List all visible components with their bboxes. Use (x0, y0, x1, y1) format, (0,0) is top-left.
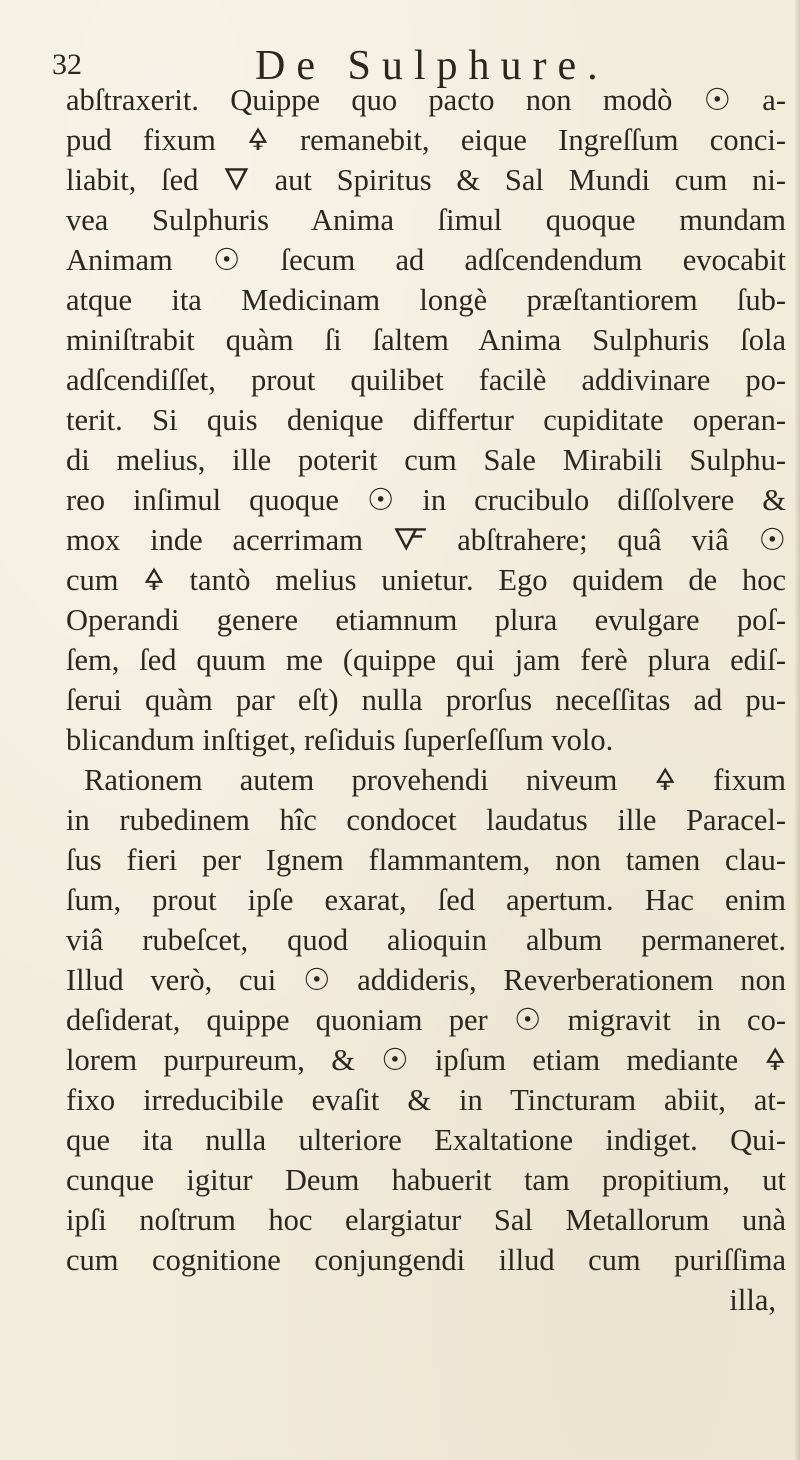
text-line: reo inſimul quoque ☉ in crucibulo diſſolvere & (66, 483, 786, 517)
body-text (66, 80, 786, 1320)
text-line: cum 🜍 tantò melius unietur. Ego quidem de hoc (66, 563, 786, 597)
catchword: illa, (729, 1283, 776, 1317)
text-line: liabit, ſed 🜄 aut Spiritus & Sal Mundi cum ni- (66, 163, 786, 197)
text-line: Illud verò, cui ☉ addideris, Reverberationem non (66, 963, 786, 997)
text-line: Animam ☉ ſecum ad adſcendendum evocabit (66, 243, 786, 277)
text-line: di melius, ille poterit cum Sale Mirabili Sulphu- (66, 443, 786, 477)
text-line: atque ita Medicinam longè præſtantiorem ſub- (66, 283, 786, 317)
text-line: ipſi noſtrum hoc elargiatur Sal Metallorum unà (66, 1203, 786, 1237)
text-line: blicandum inſtiget, reſiduis ſuperſeſſum volo. (66, 723, 614, 757)
text-line: ſus fieri per Ignem flammantem, non tamen clau- (66, 843, 786, 877)
paragraph-start-line: Rationem autem provehendi niveum 🜍 fixum (84, 763, 786, 797)
text-line: in rubedinem hîc condocet laudatus ille Paracel- (66, 803, 786, 837)
page-number: 32 (52, 48, 82, 81)
text-line: lorem purpureum, & ☉ ipſum etiam mediante 🜍 (66, 1043, 786, 1077)
text-line: abſtraxerit. Quippe quo pacto non modò ☉ a- (66, 83, 786, 117)
page-edge-shadow (794, 0, 800, 1460)
text-line: terit. Si quis denique differtur cupiditate operan- (66, 403, 786, 437)
text-line: deſiderat, quippe quoniam per ☉ migravit in co- (66, 1003, 786, 1037)
text-line: fixo irreducibile evaſit & in Tincturam abiit, at- (66, 1083, 786, 1117)
text-line: ſum, prout ipſe exarat, ſed apertum. Hac enim (66, 883, 786, 917)
running-title: De Sulphure. (255, 43, 609, 89)
text-line: cunque igitur Deum habuerit tam propitium, ut (66, 1163, 786, 1197)
text-line: pud fixum 🜍 remanebit, eique Ingreſſum conci- (66, 123, 786, 157)
text-line: ſerui quàm par eſt) nulla prorſus neceſſitas ad pu- (66, 683, 786, 717)
text-line: miniſtrabit quàm ſi ſaltem Anima Sulphuris ſola (66, 323, 786, 357)
text-line: Operandi genere etiamnum plura evulgare poſ- (66, 603, 786, 637)
text-line: cum cognitione conjungendi illud cum puriſſima (66, 1243, 786, 1277)
text-line: viâ rubeſcet, quod alioquin album permaneret. (66, 923, 786, 957)
text-line: ſem, ſed quum me (quippe qui jam ferè plura ediſ- (66, 643, 786, 677)
text-line: que ita nulla ulteriore Exaltatione indiget. Qui- (66, 1123, 786, 1157)
text-line: vea Sulphuris Anima ſimul quoque mundam (66, 203, 786, 237)
text-line: mox inde acerrimam 🜅 abſtrahere; quâ viâ ☉ (66, 523, 786, 557)
text-line: adſcendiſſet, prout quilibet facilè addivinare po- (66, 363, 786, 397)
